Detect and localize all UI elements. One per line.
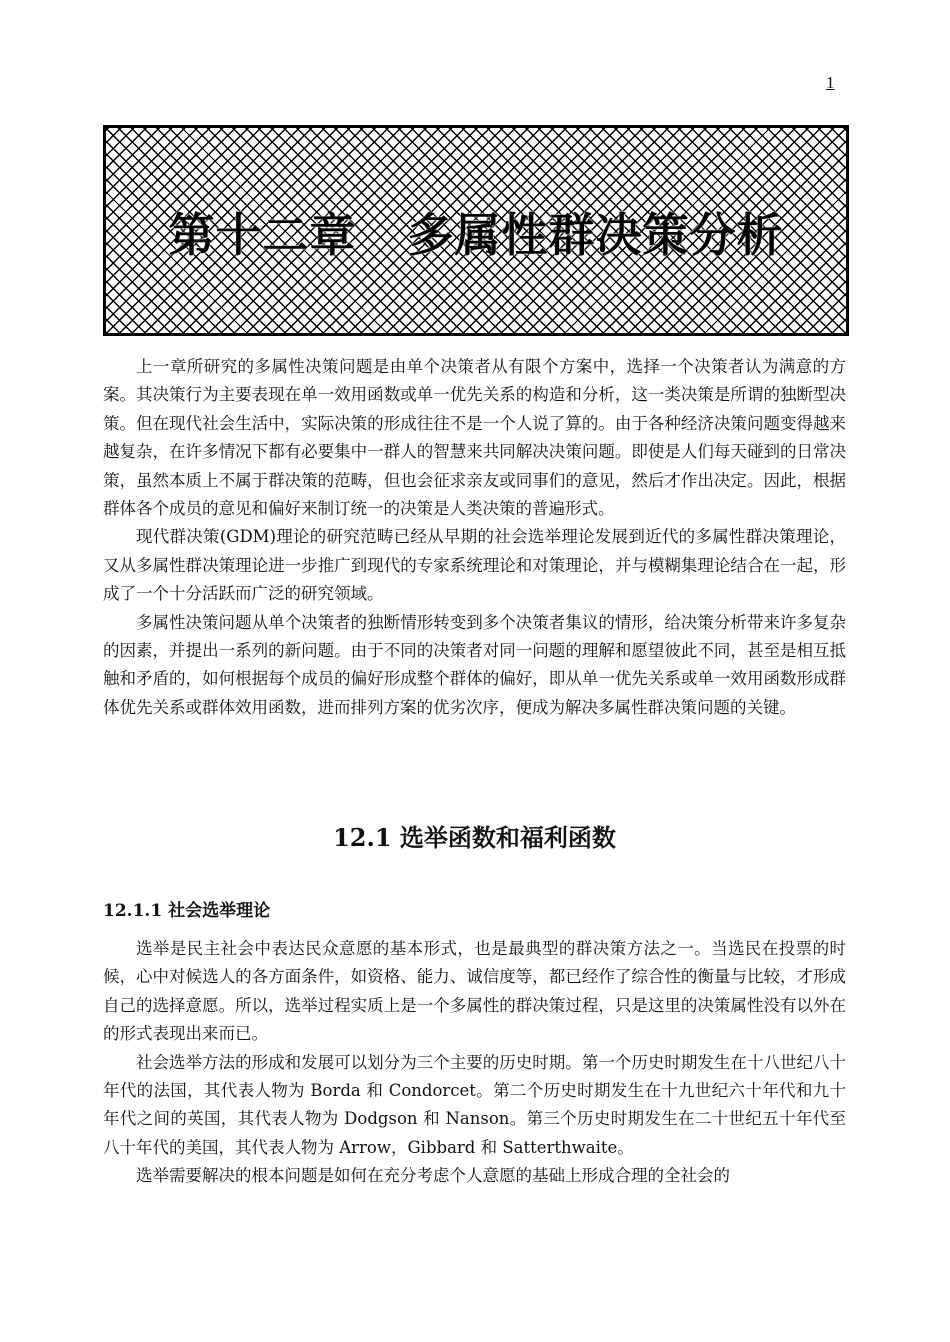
paragraph: 选举是民主社会中表达民众意愿的基本形式，也是最典型的群决策方法之一。当选民在投票的时候，心中对候选人的各方面条件，如资格、能力、诚信度等，都已经作了综合性的衡量与比较，才形成自己的选择意愿。所以，选举过程实质上是一个多属性的群决策过程，只是这里的决策属性没有以外在的形式表现出来而已。 xyxy=(103,939,846,1044)
paragraph: 选举需要解决的根本问题是如何在充分考虑个人意愿的基础上形成合理的全社会的 xyxy=(136,1166,730,1186)
page-number: 1 xyxy=(826,73,835,92)
subsection-heading: 12.1.1 社会选举理论 xyxy=(103,901,271,921)
paragraph: 多属性决策问题从单个决策者的独断情形转变到多个决策者集议的情形，给决策分析带来许多复杂的因素，并提出一系列的新问题。由于不同的决策者对同一问题的理解和愿望彼此不同，甚至是相互抵触和矛盾的，如何根据每个成员的偏好形成整个群体的偏好，即从单一优先关系或单一效用函数形成群体优先关系或群体效用函数，进而排列方案的优劣次序，便成为解决多属性群决策问题的关键。 xyxy=(103,612,846,717)
chapter-title-banner xyxy=(103,125,849,336)
section-heading: 12.1 选举函数和福利函数 xyxy=(333,823,616,852)
section-body-text xyxy=(103,935,846,1191)
paragraph: 社会选举方法的形成和发展可以划分为三个主要的历史时期。第一个历史时期发生在十八世纪八十年代的法国，其代表人物为 Borda 和 Condorcet。第二个历史时期发生在十九世纪六十年代和九十年代之间的英国，其代表人物为 Dodgson 和 Nanson。第三个历史时期发生在二十世纪五十年代至八十年代的美国，其代表人物为 Arrow，Gibbard 和 Satterthwaite。 xyxy=(103,1052,846,1157)
chapter-title: 第十二章 多属性群决策分析 xyxy=(168,207,784,262)
intro-text xyxy=(103,353,846,722)
paragraph: 上一章所研究的多属性决策问题是由单个决策者从有限个方案中，选择一个决策者认为满意的方案。其决策行为主要表现在单一效用函数或单一优先关系的构造和分析，这一类决策是所谓的独断型决策。但在现代社会生活中，实际决策的形成往往不是一个人说了算的。由于各种经济决策问题变得越来越复杂，在许多情况下都有必要集中一群人的智慧来共同解决决策问题。即使是人们每天碰到的日常决策，虽然本质上不属于群决策的范畴，但也会征求亲友或同事们的意见，然后才作出决定。因此，根据群体各个成员的意见和偏好来制订统一的决策是人类决策的普遍形式。 xyxy=(103,357,846,519)
paragraph: 现代群决策(GDM)理论的研究范畴已经从早期的社会选举理论发展到近代的多属性群决策理论，又从多属性群决策理论进一步推广到现代的专家系统理论和对策理论，并与模糊集理论结合在一起，形成了一个十分活跃而广泛的研究领域。 xyxy=(103,527,846,604)
